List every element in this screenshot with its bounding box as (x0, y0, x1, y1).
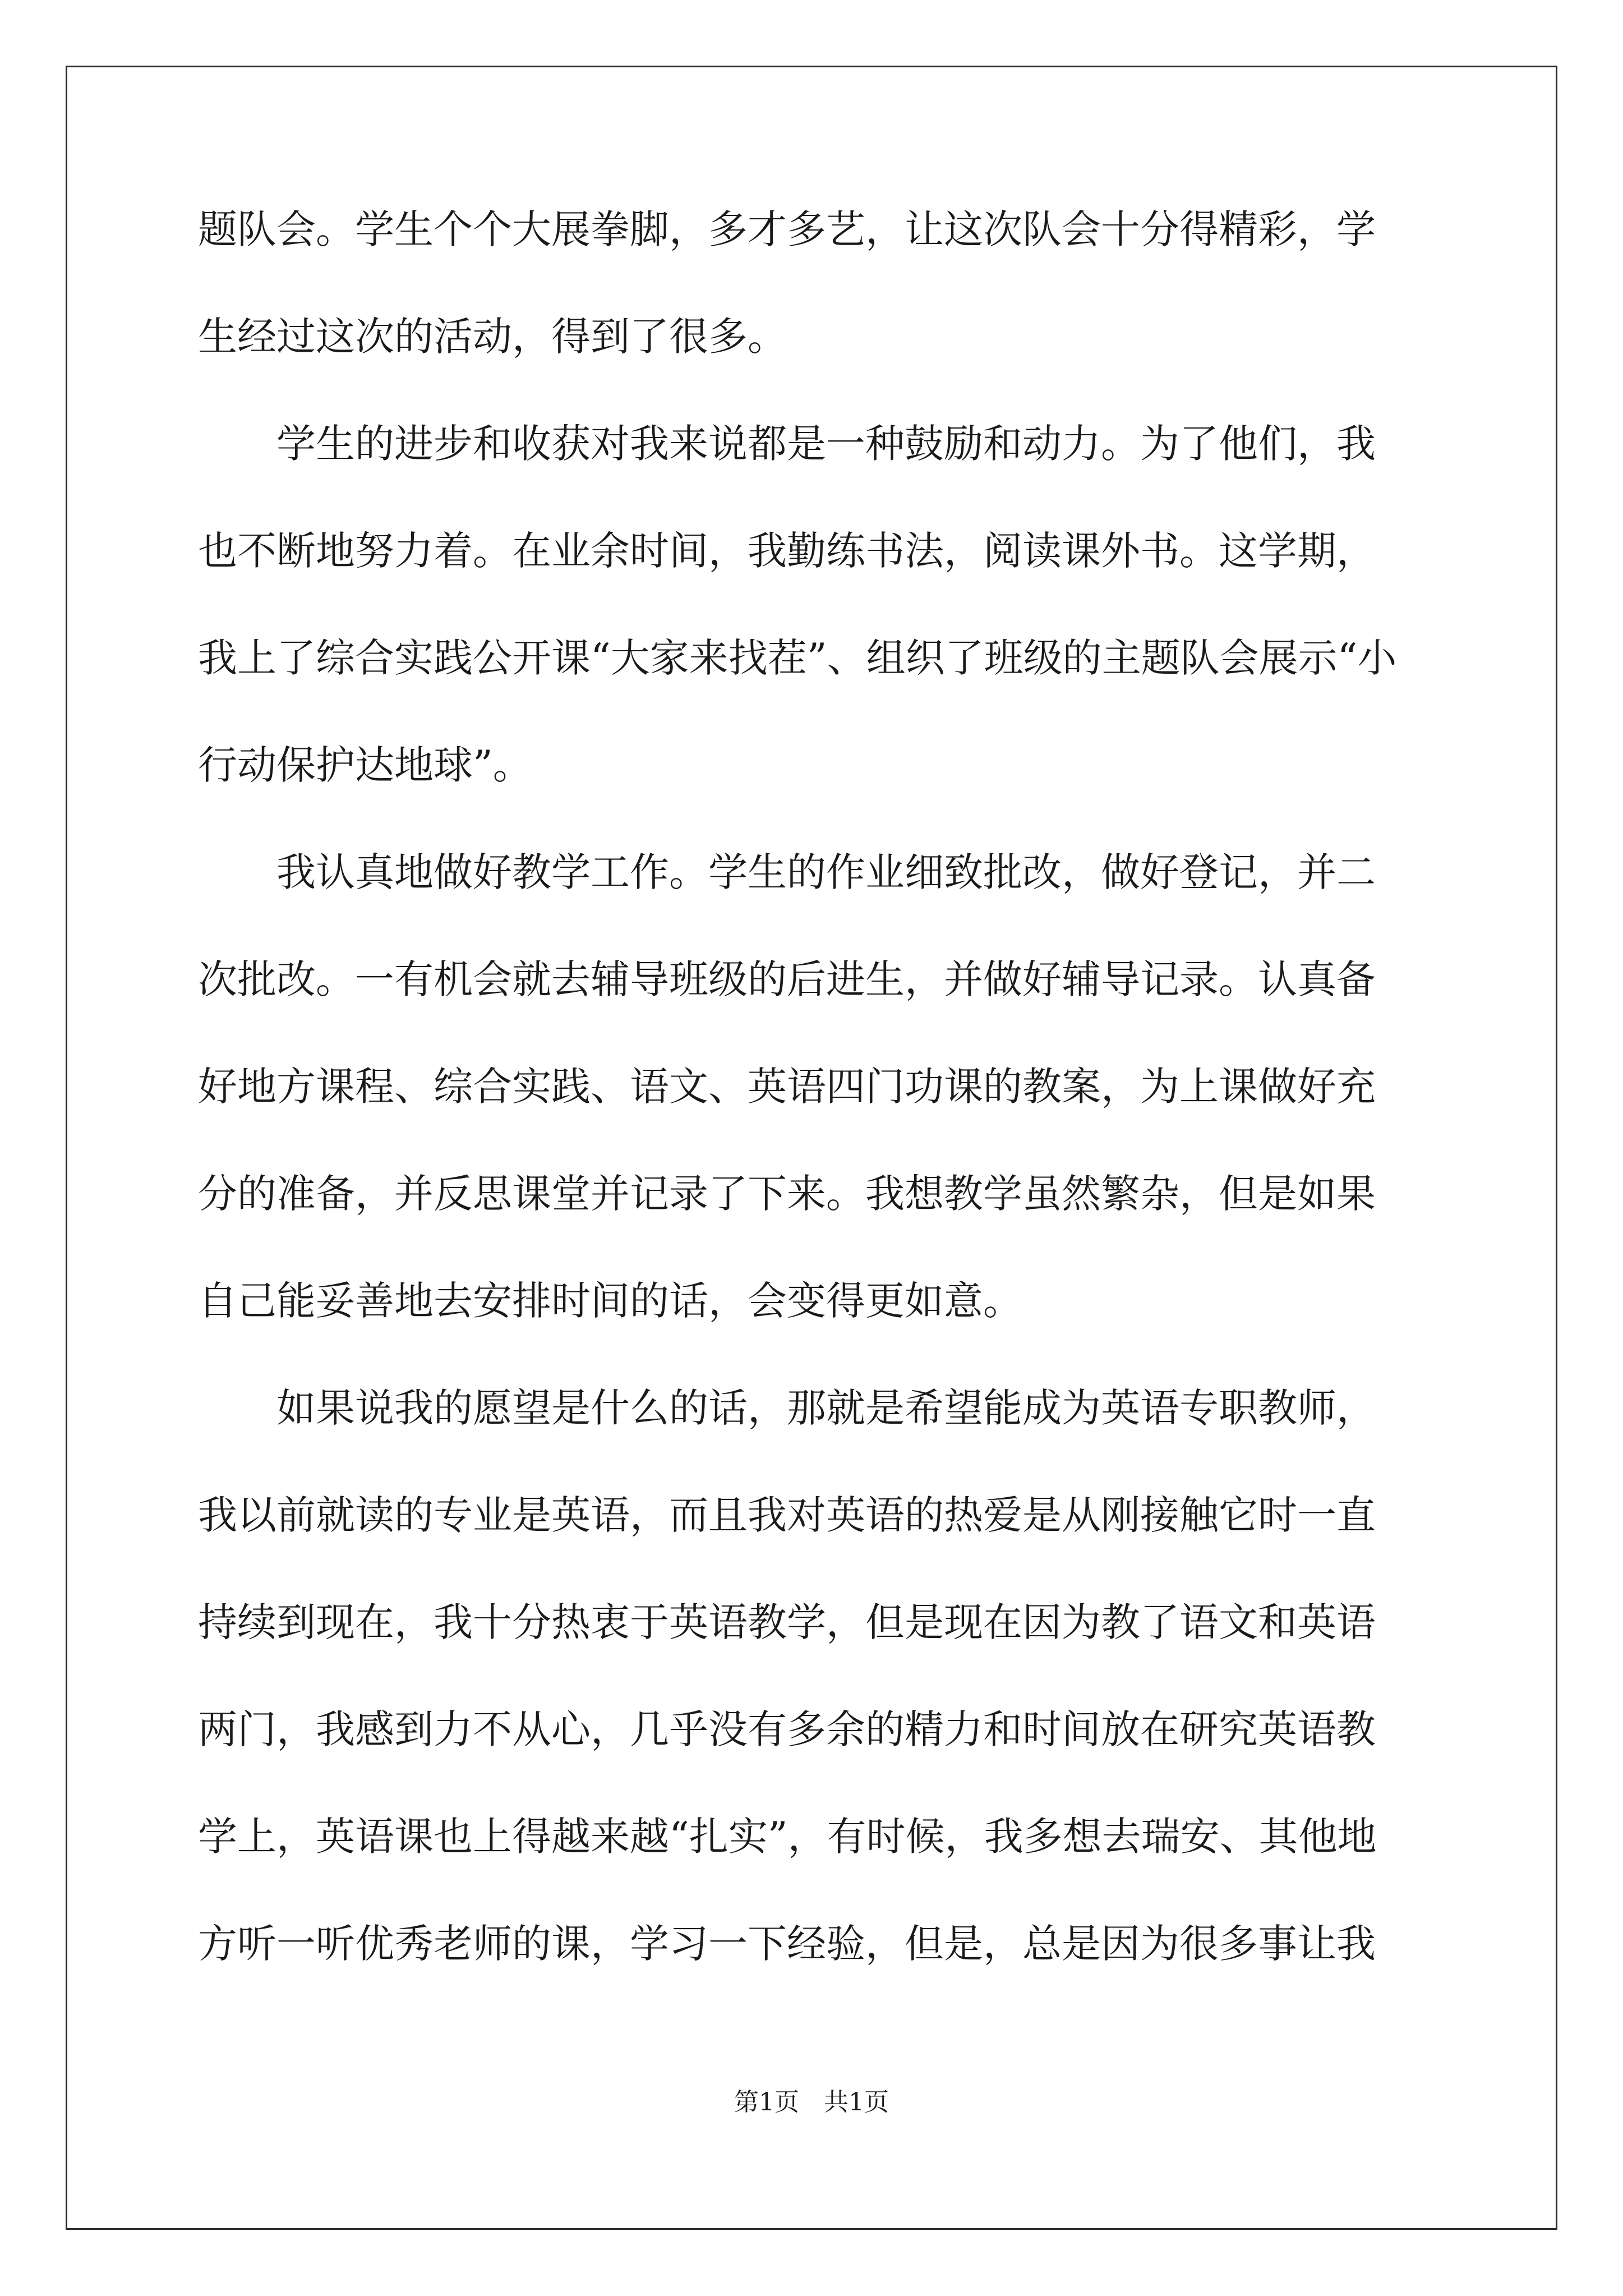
text-line: 我以前就读的专业是英语，而且我对英语的热爱是从刚接触它时一直 (198, 1492, 1376, 1538)
text-line: 行动保护达地球”。 (198, 742, 532, 788)
page-border (66, 66, 1557, 2230)
page-number-label: 第1页 共1页 (734, 2088, 889, 2116)
text-line: 也不断地努力着。在业余时间，我勤练书法，阅读课外书。这学期， (198, 528, 1376, 574)
text-line: 分的准备，并反思课堂并记录了下来。我想教学虽然繁杂，但是如果 (198, 1171, 1376, 1217)
text-line: 我上了综合实践公开课“大家来找茬”、组织了班级的主题队会展示“小 (198, 635, 1397, 681)
text-line: 持续到现在，我十分热衷于英语教学，但是现在因为教了语文和英语 (198, 1599, 1376, 1645)
text-line: 学生的进步和收获对我来说都是一种鼓励和动力。为了他们，我 (198, 421, 1376, 467)
text-line: 自己能妥善地去安排时间的话，会变得更如意。 (198, 1278, 1022, 1324)
text-line: 题队会。学生个个大展拳脚，多才多艺，让这次队会十分得精彩，学 (198, 206, 1376, 252)
text-line: 次批改。一有机会就去辅导班级的后进生，并做好辅导记录。认真备 (198, 956, 1376, 1002)
text-line: 学上，英语课也上得越来越“扎实”，有时候，我多想去瑞安、其他地 (198, 1814, 1377, 1860)
text-line: 如果说我的愿望是什么的话，那就是希望能成为英语专职教师， (198, 1385, 1376, 1431)
text-line: 好地方课程、综合实践、语文、英语四门功课的教案，为上课做好充 (198, 1064, 1376, 1110)
text-line: 方听一听优秀老师的课，学习一下经验，但是，总是因为很多事让我 (198, 1921, 1376, 1967)
page-footer (0, 2086, 1623, 2119)
text-line: 我认真地做好教学工作。学生的作业细致批改，做好登记，并二 (198, 849, 1376, 895)
text-line: 生经过这次的活动，得到了很多。 (198, 314, 787, 360)
text-line: 两门，我感到力不从心，几乎没有多余的精力和时间放在研究英语教 (198, 1706, 1376, 1752)
